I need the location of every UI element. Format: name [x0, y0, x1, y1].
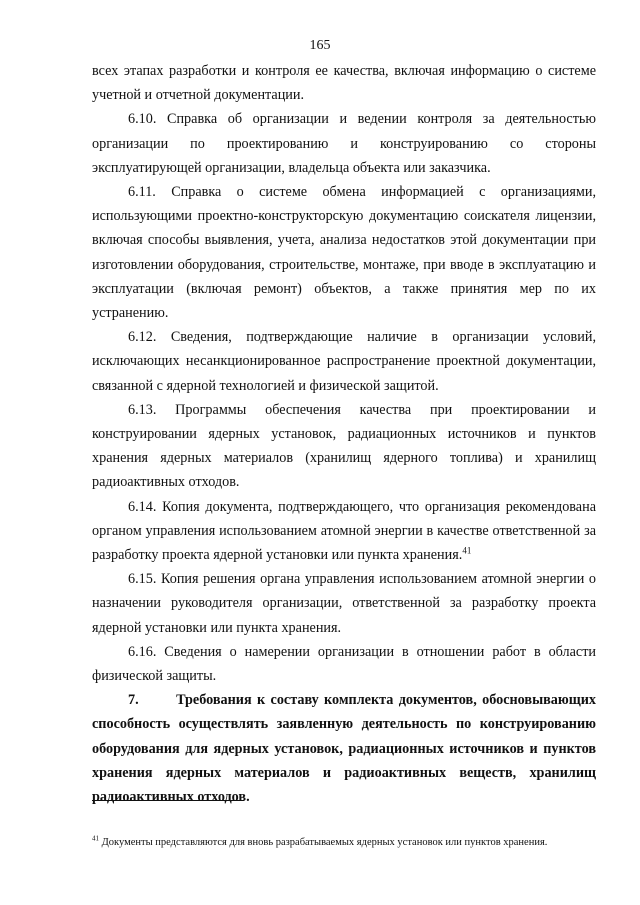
- paragraph-6-12: 6.12. Сведения, подтверждающие наличие в организации условий, исключающих несанкционированное распространение проектной документации, связанной с ядерной технологией и физической защитой.: [92, 329, 596, 394]
- paragraph-continuation: всех этапах разработки и контроля ее качества, включая информацию о системе учетной и отчетной документации.: [92, 63, 596, 104]
- page-number: 165: [309, 38, 331, 53]
- paragraph-6-16: 6.16. Сведения о намерении организации в отношении работ в области физической защиты.: [92, 643, 596, 685]
- paragraph-6-11: 6.11. Справка о системе обмена информацией с организациями, использующими проектно-конструкторскую документацию соискателя лицензии, включая способы выявления, учета, анализа недостатков этой документации при изготовлении оборудования, строительстве, монтаже, при вводе в эксплуатацию и эксплуатации (включая ремонт) объектов, а также принятия мер по их устранению.: [92, 184, 596, 322]
- footnote-reference: 41: [462, 545, 472, 556]
- paragraph-6-10: 6.10. Справка об организации и ведении контроля за деятельностью организации по проектированию и конструированию со стороны эксплуатирующей организации, владельца объекта или заказчика.: [92, 111, 596, 176]
- paragraph-6-14: [92, 495, 596, 568]
- paragraph-6-15: 6.15. Копия решения органа управления использованием атомной энергии о назначении руководителя организации, ответственной за разработку проекта ядерной установки или пункта хранения.: [92, 571, 596, 636]
- paragraph-6-13: 6.13. Программы обеспечения качества при проектировании и конструировании ядерных установок, радиационных источников и пунктов хранения ядерных материалов (хранилищ ядерного топлива) и хранилищ радиоактивных отходов.: [92, 401, 596, 491]
- footnote-text: Документы представляются для вновь разрабатываемых ядерных установок или пунктов хранения.: [99, 837, 548, 848]
- section-7-heading: 7. Требования к составу комплекта документов, обосновывающих способность осуществлять заявленную деятельность по конструированию оборудования для ядерных установок, радиационных источников и пунктов хранения ядерных материалов и радиоактивных веществ, хранилищ радиоактивных отходов.: [92, 692, 596, 806]
- paragraph-6-14-text: 6.14. Копия документа, подтверждающего, что организация рекомендована органом управления использованием атомной энергии в качестве ответственной за разработку проекта ядерной установки или пункта хранения.: [92, 498, 596, 564]
- document-body: [92, 59, 596, 809]
- footnote: [92, 836, 596, 850]
- footnote-separator: [92, 800, 244, 801]
- footnote-marker: 41: [92, 834, 99, 843]
